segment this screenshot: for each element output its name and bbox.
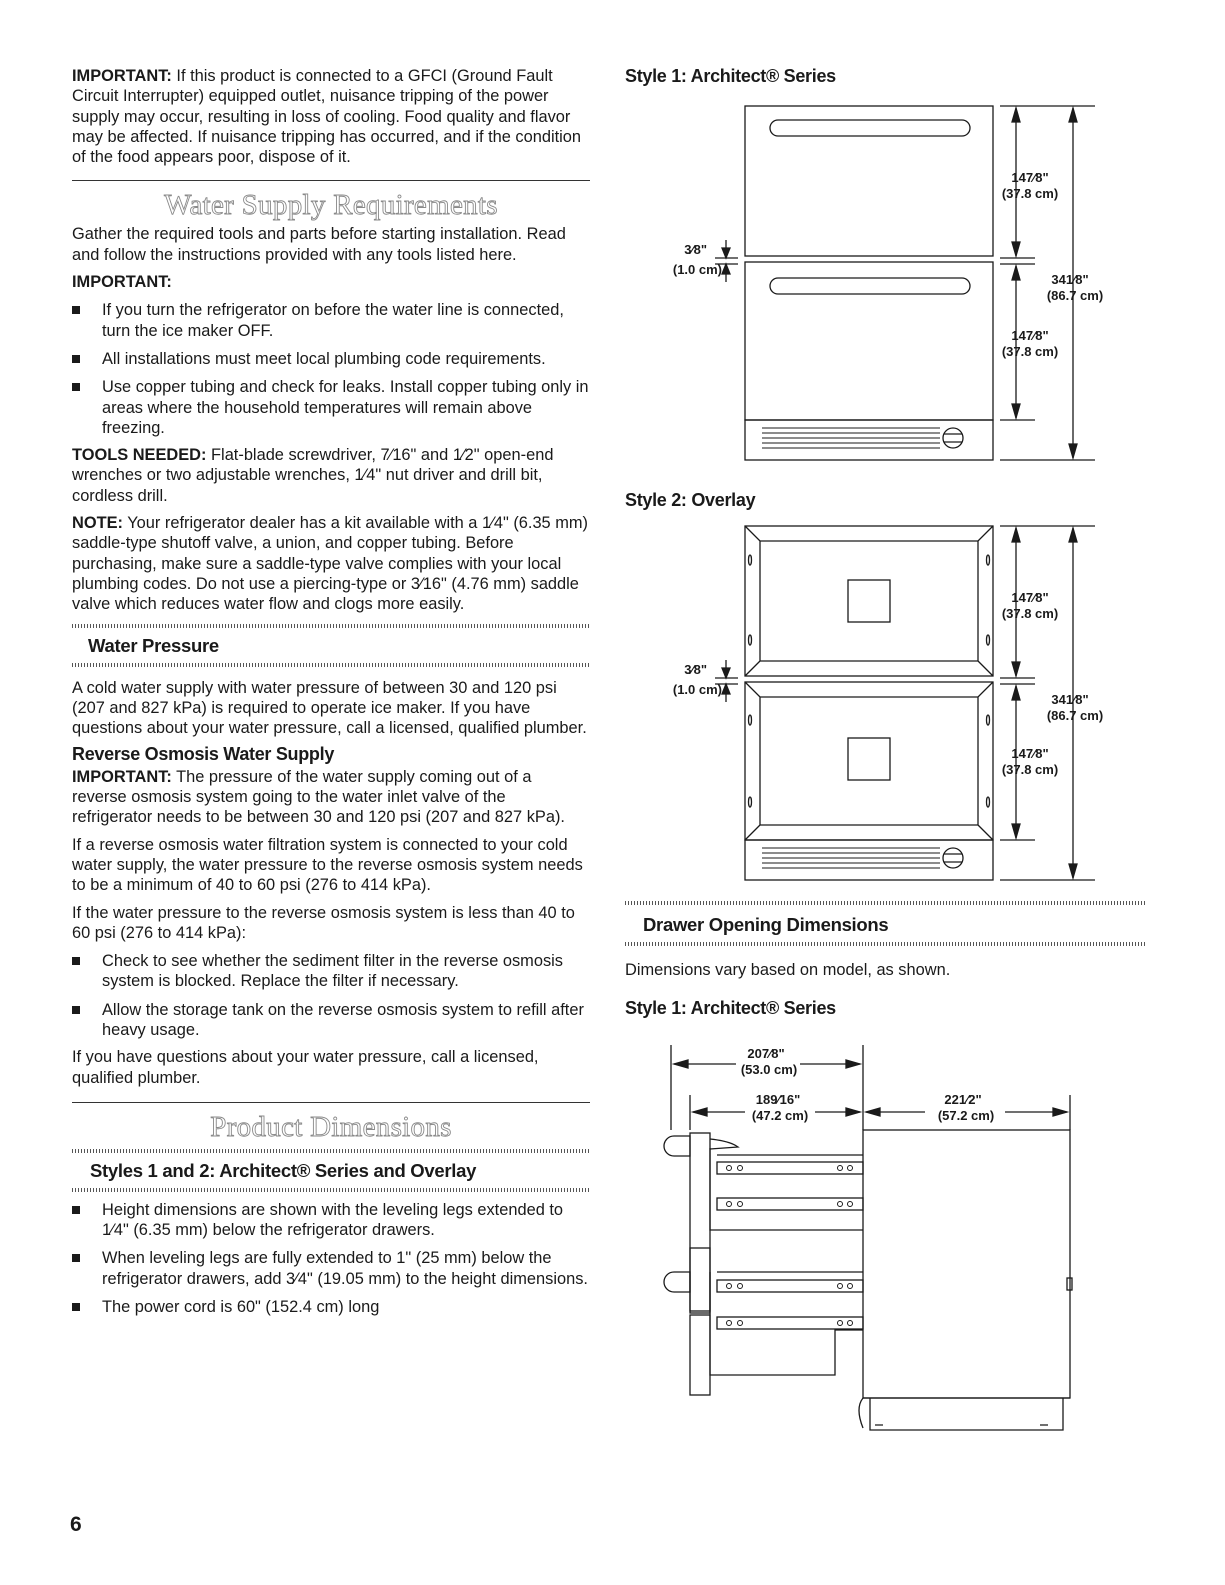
- total-height-inch-label: 341⁄8": [1051, 272, 1089, 287]
- drawer-width-inch-label: 189⁄16": [755, 1092, 801, 1107]
- upper-height-cm-label: (37.8 cm): [1001, 186, 1059, 201]
- gap-cm-label: (1.0 cm): [672, 262, 722, 277]
- gap-cm-label: (1.0 cm): [672, 682, 722, 697]
- style2-front-diagram: [650, 520, 1120, 888]
- lower-handle: [770, 278, 970, 294]
- ro-important-label: IMPORTANT:: [72, 767, 172, 786]
- drawer-opening-side-diagram: [660, 1040, 1085, 1440]
- upper-drawer-bin: [710, 1148, 863, 1230]
- upper-slide: [717, 1162, 863, 1174]
- hatch-rule: [625, 942, 1145, 946]
- full-width-cm-label: (53.0 cm): [740, 1062, 798, 1077]
- upper-slide: [717, 1198, 863, 1210]
- water-pressure-text: A cold water supply with water pressure of between 30 and 120 psi (207 and 827 kPa) is required to operate ice maker. If you have questions about your water pressure, call a licensed, qualified plumber.: [72, 678, 587, 738]
- style2-heading: Style 2: Overlay: [625, 490, 756, 510]
- water-supply-heading: Water Supply Requirements: [164, 189, 498, 222]
- product-dimensions-list: [72, 1200, 590, 1317]
- lower-height-inch-label: 147⁄8": [1011, 328, 1049, 343]
- hatch-rule: [72, 1188, 590, 1192]
- hatch-rule: [72, 624, 590, 628]
- drawer-opening-heading: Drawer Opening Dimensions: [643, 914, 889, 935]
- lower-slide: [717, 1280, 863, 1292]
- section-rule: [72, 180, 590, 181]
- note-text: Your refrigerator dealer has a kit available with a 1⁄4" (6.35 mm) saddle-type shutoff valve, a union, and copper tubing. Before purchasing, make sure a saddle-type valve complies with your local plumbing codes. Do not use a piercing-type or 3⁄16" (4.76 mm) saddle valve which reduces water flow and clogs more easily.: [72, 514, 588, 614]
- depth-cm-label: (57.2 cm): [937, 1108, 995, 1123]
- upper-handle: [664, 1136, 690, 1156]
- full-width-inch-label: 207⁄8": [747, 1046, 785, 1061]
- cabinet-side: [863, 1130, 1070, 1398]
- important-text: If this product is connected to a GFCI (Ground Fault Circuit Interrupter) equipped outlet, nuisance tripping of the power supply may occur, resulting in loss of cooling. Food quality and flavor may be affected. If nuisance tripping has occurred, and if the condition of the food appears poor, dispose of it.: [72, 67, 582, 167]
- fan-vent-icon: [943, 428, 963, 448]
- product-dimensions-heading: Product Dimensions: [210, 1110, 452, 1143]
- total-height-inch-label: 341⁄8": [1051, 692, 1089, 707]
- upper-panel-square: [848, 580, 890, 622]
- list-item: Allow the storage tank on the reverse osmosis system to refill after heavy usage.: [72, 1000, 590, 1041]
- fan-vent-icon: [943, 848, 963, 868]
- ro-closing-paragraph: If you have questions about your water pressure, call a licensed, qualified plumber.: [72, 1048, 539, 1087]
- list-item: Check to see whether the sediment filter in the reverse osmosis system is blocked. Replace the filter if necessary.: [72, 951, 590, 992]
- left-column: [72, 66, 590, 1317]
- total-height-cm-label: (86.7 cm): [1046, 288, 1104, 303]
- hatch-rule: [72, 1149, 590, 1153]
- upper-drawer-front: [690, 1133, 710, 1311]
- list-item: The power cord is 60" (152.4 cm) long: [72, 1297, 590, 1317]
- toe-kick: [863, 1398, 1070, 1430]
- lower-height-cm-label: (37.8 cm): [1001, 762, 1059, 777]
- note-paragraph: [72, 513, 590, 614]
- upper-handle: [770, 120, 970, 136]
- upper-height-inch-label: 147⁄8": [1011, 170, 1049, 185]
- style1-heading: Style 1: Architect® Series: [625, 66, 836, 86]
- important-label: IMPORTANT:: [72, 67, 172, 85]
- lower-height-cm-label: (37.8 cm): [1001, 344, 1059, 359]
- list-item: Height dimensions are shown with the leveling legs extended to 1⁄4" (6.35 mm) below the refrigerator drawers.: [72, 1200, 590, 1241]
- depth-inch-label: 221⁄2": [944, 1092, 982, 1107]
- lower-height-inch-label: 147⁄8": [1011, 746, 1049, 761]
- ro-important-paragraph: [72, 767, 590, 828]
- ro-important-text: The pressure of the water supply coming out of a reverse osmosis system going to the water inlet valve of the refrigerator needs to be between 30 and 120 psi (207 and 827 kPa).: [72, 767, 565, 827]
- page-number: 6: [70, 1513, 82, 1536]
- gfci-important-paragraph: [72, 66, 590, 167]
- toe-grille: [745, 840, 993, 880]
- tools-needed-paragraph: [72, 445, 590, 506]
- list-item: Use copper tubing and check for leaks. Install copper tubing only in areas where the household temperatures will remain above freezing.: [72, 377, 590, 438]
- gap-inch-label: 3⁄8": [684, 662, 707, 677]
- drawer-opening-intro: Dimensions vary based on model, as shown.: [625, 961, 951, 979]
- style1-front-diagram: [650, 100, 1120, 468]
- upper-overlay-panel: [745, 526, 993, 676]
- total-height-cm-label: (86.7 cm): [1046, 708, 1104, 723]
- water-pressure-heading: Water Pressure: [88, 634, 219, 656]
- ro-paragraph: If the water pressure to the reverse osmosis system is less than 40 to 60 psi (276 to 414 kPa):: [72, 903, 575, 942]
- list-item: When leveling legs are fully extended to 1" (25 mm) below the refrigerator drawers, add 3⁄4" (19.05 mm) to the height dimensions.: [72, 1248, 590, 1289]
- water-supply-important-label: IMPORTANT:: [72, 273, 172, 292]
- water-supply-list: [72, 300, 590, 438]
- styles-subheading: Styles 1 and 2: Architect® Series and Overlay: [90, 1159, 477, 1181]
- gap-inch-label: 3⁄8": [684, 242, 707, 257]
- style1-drawer-heading: Style 1: Architect® Series: [625, 998, 836, 1019]
- note-label: NOTE:: [72, 514, 123, 533]
- ro-paragraph: If a reverse osmosis water filtration system is connected to your cold water supply, the water pressure to the reverse osmosis system needs to be a minimum of 40 to 60 psi (276 to 414 kPa).: [72, 835, 583, 895]
- upper-height-cm-label: (37.8 cm): [1001, 606, 1059, 621]
- toe-grille: [745, 420, 993, 460]
- lower-panel-square: [848, 738, 890, 780]
- upper-drawer-outline: [745, 106, 993, 256]
- lower-slide: [717, 1317, 863, 1329]
- list-item: All installations must meet local plumbing code requirements.: [72, 349, 590, 369]
- ro-list: [72, 951, 590, 1040]
- section-rule: [72, 1102, 590, 1103]
- tools-label: TOOLS NEEDED:: [72, 446, 207, 465]
- lower-drawer-outline: [745, 262, 993, 420]
- lower-overlay-panel: [745, 682, 993, 840]
- water-supply-intro: Gather the required tools and parts before starting installation. Read and follow the instructions provided with any tools listed here.: [72, 225, 566, 264]
- drawer-opening-section: [625, 901, 1145, 1019]
- lower-drawer-front: [690, 1315, 710, 1395]
- grille-lines: [762, 428, 940, 448]
- hatch-rule: [625, 901, 1145, 905]
- hatch-rule: [72, 663, 590, 667]
- lower-handle: [664, 1272, 690, 1292]
- list-item: If you turn the refrigerator on before the water line is connected, turn the ice maker OFF.: [72, 300, 590, 341]
- tools-text: Flat-blade screwdriver, 7⁄16" and 1⁄2" open-end wrenches or two adjustable wrenches, 1⁄4" nut driver and drill bit, cordless drill.: [72, 446, 554, 505]
- upper-height-inch-label: 147⁄8": [1011, 590, 1049, 605]
- right-column: [625, 66, 1145, 86]
- reverse-osmosis-heading: Reverse Osmosis Water Supply: [72, 744, 335, 765]
- drawer-width-cm-label: (47.2 cm): [751, 1108, 809, 1123]
